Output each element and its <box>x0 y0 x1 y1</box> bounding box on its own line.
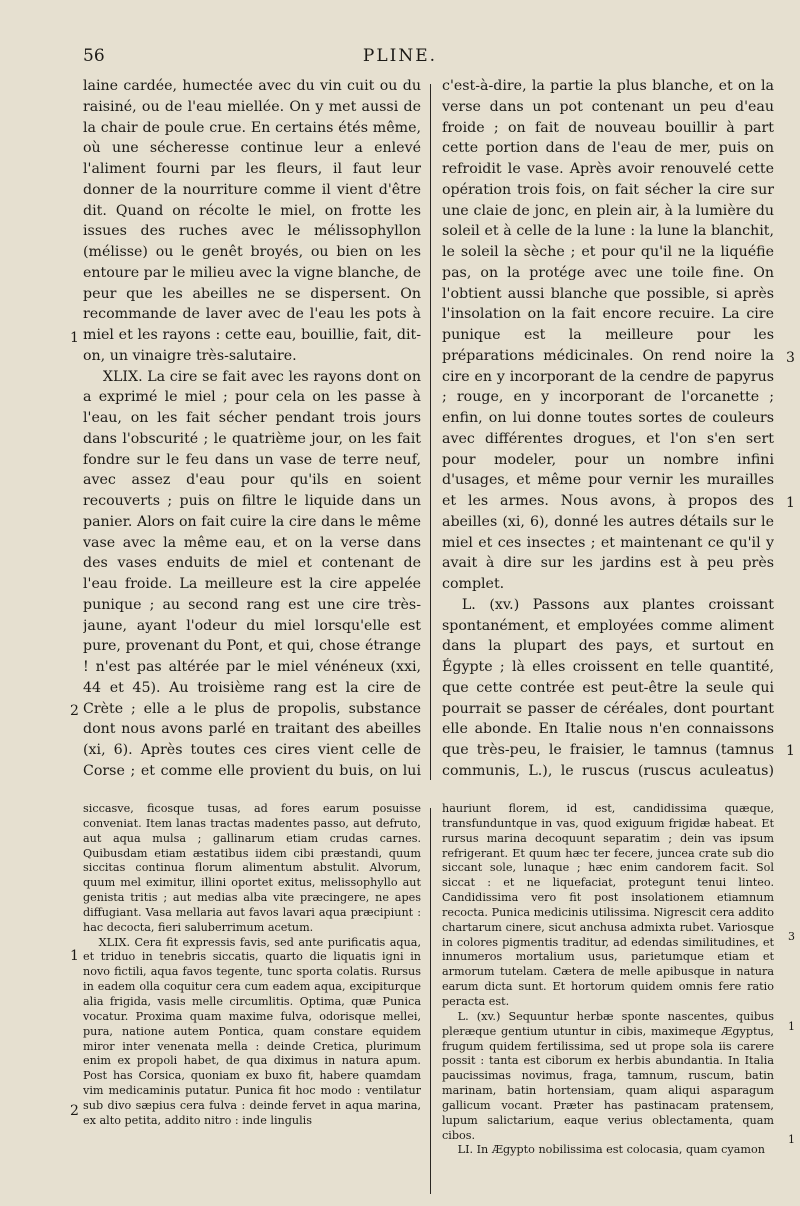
paragraph: laine cardée, humectée avec du vin cuit ou du raisiné, ou de l'eau miellée. On y met aussi de la chair de poule crue. En certains étés même, où une sécheresse continue leur a enlevé l'aliment fourni par les fleurs, il faut leur donner de la nourriture comme il vient d'être dit. Quand on récolte le miel, on frotte les issues des ruches avec le mélissophyllon (mélisse) ou le genêt broyés, ou bien on les entoure par le milieu avec la vigne blanche, de peur que les abeilles ne se dispersent. On recommande de laver avec de l'eau les pots à miel et les rayons : cette eau, bouillie, fait, dit-on, un vinaigre très-salutaire. <box>83 78 421 364</box>
margin-number: 3 <box>788 930 795 943</box>
french-column-left <box>83 76 421 780</box>
paragraph: XLIX. Cera fit expressis favis, sed ante purificatis aqua, et triduo in tenebris siccatis, quarto die liquatis igni in novo fictili, aqua favos tegente, tunc sporta colatis. Rursus in eadem olla coquitur cera cum eadem aqua, excipiturque alia frigida, vasis melle circumlitis. Optima, quæ Punica vocatur. Proxima quam maxime fulva, odorisque mellei, pura, natione autem Pontica, quam constare equidem miror inter venenata mella : deinde Cretica, plurimum enim ex propoli habet, de qua diximus in natura apum. Post has Corsica, quoniam ex buxo fit, habere quamdam vim medicaminis putatur. Punica fit hoc modo : ventilatur sub divo sæpius cera fulva : deinde fervet in aqua marina, ex alto petita, addito nitro : inde lingulis <box>83 935 421 1127</box>
paragraph: siccasve, ficosque tusas, ad fores earum posuisse conveniat. Item lanas tractas madentes passo, aut defruto, aut aqua mulsa ; gallinarum etiam crudas carnes. Quibusdam etiam æstatibus iidem cibi præstandi, quum siccitas continua florum alimentum abstulit. Alvorum, quum mel eximitur, illini oportet exitus, melissophyllo aut genista tritis ; aut medias alba vite præcingere, ne apes diffugiant. Vasa mellaria aut favos lavari aqua præcipiunt : hac decocta, fieri saluberrimum acetum. <box>83 802 421 934</box>
column-divider <box>430 808 431 1194</box>
margin-number: 2 <box>70 1103 79 1119</box>
margin-number: 1 <box>70 948 79 964</box>
latin-column-right <box>442 802 774 1192</box>
paragraph: c'est-à-dire, la partie la plus blanche, et on la verse dans un pot contenant un peu d'eau froide ; on fait de nouveau bouillir à part cette portion dans de l'eau de mer, puis on refroidit le vase. Après avoir renouvelé cette opération trois fois, on fait sécher la cire sur une claie de jonc, en plein air, à la lumière du soleil et à celle de la lune : la lune la blanchit, le soleil la sèche ; et pour qu'il ne la liquéfie pas, on la protége avec une toile fine. On l'obtient aussi blanche que possible, si après l'insolation on la fait encore recuire. La cire punique est la meilleure pour les préparations médicinales. On rend noire la cire en y incorporant de la cendre de papyrus ; rouge, en y incorporant de l'orcanette ; enfin, on lui donne toutes sortes de couleurs avec différentes drogues, et l'on s'en sert pour modeler, pour un nombre infini d'usages, et même pour vernir les murailles et les armes. Nous avons, à propos des abeilles (xi, 6), donné les autres détails sur le miel et ces insectes ; et maintenant ce qu'il y avait à dire sur les jardins est à peu près complet. <box>442 78 774 592</box>
margin-number: 3 <box>786 350 795 366</box>
margin-number: 1 <box>788 1133 795 1146</box>
margin-number: 1 <box>786 495 795 511</box>
margin-number: 1 <box>70 330 79 346</box>
paragraph: L. (xv.) Passons aux plantes croissant spontanément, et employées comme aliment dans la plupart des pays, et surtout en Égypte ; là elles croissent en telle quantité, que cette contrée est peut-être la seule qui pourrait se passer de céréales, dont pourtant elle abonde. En Italie nous n'en connaissons que très-peu, le fraisier, le tamnus (tamnus communis, L.), le ruscus (ruscus aculeatus) <box>442 596 774 779</box>
margin-number: 1 <box>786 743 795 759</box>
running-title: PLINE. <box>362 46 438 66</box>
paragraph: hauriunt florem, id est, candidissima quæque, transfunduntque in vas, quod exiguum frigidæ habeat. Et rursus marina decoquunt separatim ; dein vas ipsum refrigerant. Et quum hæc ter fecere, juncea crate sub dio siccant sole, lunaque ; hæc enim candorem facit. Sol siccat : et ne liquefaciat, protegunt tenui linteo. Candidissima vero fit post insolationem etiamnum recocta. Punica medicinis utilissima. Nigrescit cera addito chartarum cinere, sicut anchusa admixta rubet. Variosque in colores pigmentis traditur, ad edendas similitudines, et innumeros mortalium usus, parietumque etiam et armorum tutelam. Cætera de melle apibusque in natura earum dicta sunt. Et hortorum quidem omnis fere ratio peracta est. <box>442 802 774 1008</box>
paragraph: LI. In Ægypto nobilissima est colocasia, quam cyamon <box>457 1143 765 1157</box>
paragraph: XLIX. La cire se fait avec les rayons dont on a exprimé le miel ; pour cela on les passe à l'eau, on les fait sécher pendant trois jours dans l'obscurité ; le quatrième jour, on les fait fondre sur le feu dans un vase de terre neuf, avec assez d'eau pour qu'ils en soient recouverts ; puis on filtre le liquide dans un panier. Alors on fait cuire la cire dans le même vase avec la même eau, et on la verse dans des vases enduits de miel et contenant de l'eau froide. La meilleure est la cire appelée punique ; au second rang est une cire très-jaune, ayant l'odeur du miel lorsqu'elle est pure, provenant du Pont, et qui, chose étrange ! n'est pas altérée par le miel vénéneux (xxi, 44 et 45). Au troisième rang est la cire de Crète ; elle a le plus de propolis, substance dont nous avons parlé en traitant des abeilles (xi, 6). Après toutes ces cires vient celle de Corse ; et comme elle provient du buis, on lui <box>83 368 421 779</box>
column-divider <box>430 84 431 780</box>
latin-column-left <box>83 802 421 1192</box>
margin-number: 2 <box>70 703 79 719</box>
section-separator <box>83 788 773 789</box>
page-header <box>0 46 800 74</box>
page-number: 56 <box>83 46 105 66</box>
french-column-right <box>442 76 774 780</box>
margin-number: 1 <box>788 1020 795 1033</box>
paragraph: L. (xv.) Sequuntur herbæ sponte nascentes, quibus pleræque gentium utuntur in cibis, maximeque Ægyptus, frugum quidem fertilissima, sed ut prope sola iis carere possit : tanta est ciborum ex herbis abundantia. In Italia paucissimas novimus, fraga, tamnum, ruscum, batin marinam, batin hortensiam, quam aliqui asparagum gallicum vocant. Præter has pastinacam pratensem, lupum salictarium, eaque verius oblectamenta, quam cibos. <box>442 1009 774 1142</box>
